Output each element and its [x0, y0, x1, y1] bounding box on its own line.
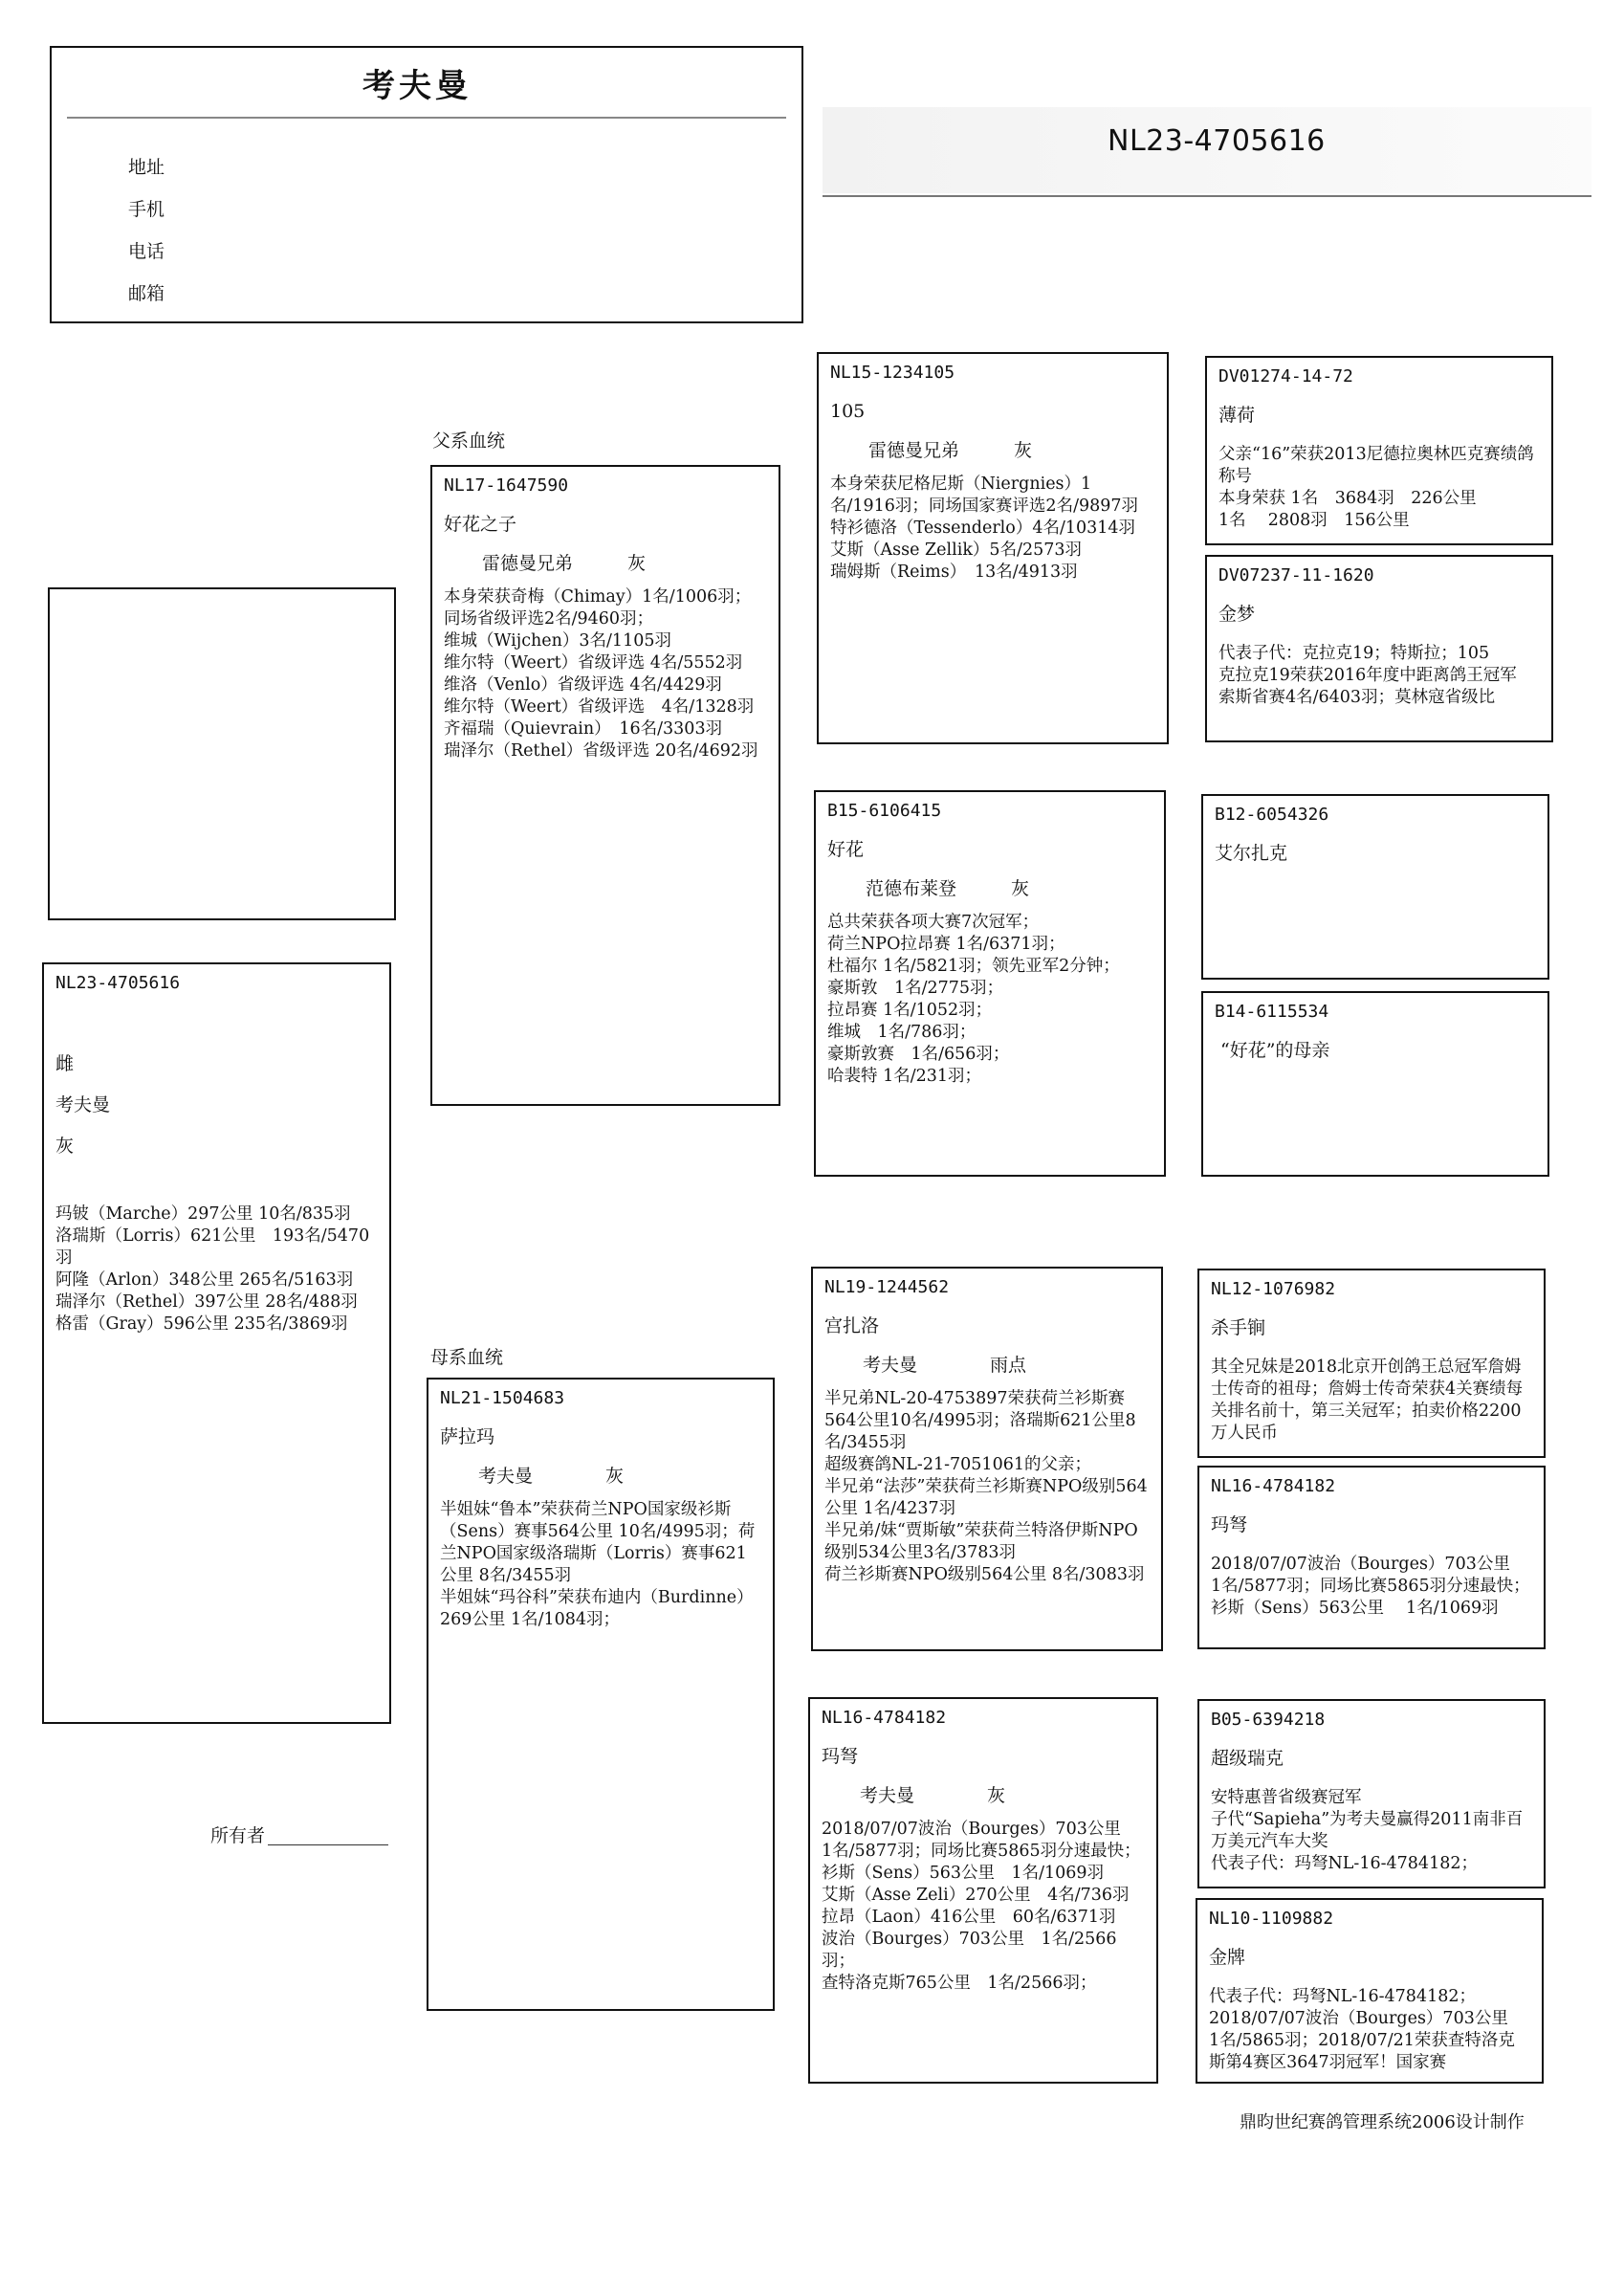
dam-notes: 半姐妹“鲁本”荣获荷兰NPO国家级衫斯（Sens）赛事564公里 10名/4995羽；荷兰NPO国家级洛瑞斯（Lorris）赛事621公里 8名/3455羽 半姐妹“玛谷科”荣获布迪内（Burdinne）269公里 1名/1084羽；	[440, 1500, 756, 1629]
dam-dam-ring: NL16-4784182	[822, 1708, 947, 1728]
ssd-box	[1205, 555, 1553, 742]
dam-ring: NL21-1504683	[440, 1388, 565, 1408]
sds-box	[1201, 794, 1549, 980]
sdd-ring: B14-6115534	[1215, 1002, 1329, 1022]
sire-box	[430, 465, 780, 1106]
mobile-label: 手机	[128, 199, 165, 220]
sss-name: 薄荷	[1218, 405, 1256, 426]
sire-ring: NL17-1647590	[444, 475, 569, 496]
dss-ring: NL12-1076982	[1211, 1279, 1336, 1299]
owner-label	[210, 1821, 265, 1847]
sss-ring: DV01274-14-72	[1218, 366, 1353, 386]
dsd-notes: 2018/07/07波治（Bourges）703公里 1名/5877羽；同场比赛5865羽分速最快； 衫斯（Sens）563公里 1名/1069羽	[1211, 1555, 1530, 1618]
subject-results: 玛铍（Marche）297公里 10名/835羽 洛瑞斯（Lorris）621公里 193名/5470羽 阿隆（Arlon）348公里 265名/5163羽 瑞泽尔（Rethel）397公里 28名/488羽 格雷（Gray）596公里 235名/3869羽	[55, 1204, 370, 1334]
owner-info-box	[50, 46, 803, 323]
sdd-name: “好花”的母亲	[1220, 1040, 1330, 1061]
ddd-notes: 代表子代：玛弩NL-16-4784182； 2018/07/07波治（Bourges）703公里 1名/5865羽；2018/07/21荣获查特洛克斯第4赛区3647羽冠军！国家赛	[1209, 1987, 1515, 2072]
dss-notes: 其全兄妹是2018北京开创鸽王总冠军詹姆士传奇的祖母；詹姆士传奇荣获4关赛绩每关排名前十，第三关冠军；拍卖价格2200万人民币	[1211, 1358, 1524, 1443]
dds-notes: 安特惠普省级赛冠军 子代“Sapieha”为考夫曼赢得2011南非百万美元汽车大奖 代表子代：玛弩NL-16-4784182；	[1211, 1788, 1524, 1873]
sss-notes: 父亲“16”荣获2013尼德拉奥林匹克赛绩鸽称号 本身荣获 1名 3684羽 226公里 1名 2808羽 156公里	[1218, 445, 1534, 530]
address-label: 地址	[128, 157, 165, 178]
dds-ring: B05-6394218	[1211, 1710, 1326, 1730]
sire-dam-box	[814, 790, 1166, 1177]
subject-color: 灰	[55, 1136, 75, 1157]
sire-dam-notes: 总共荣获各项大赛7次冠军； 荷兰NPO拉昂赛 1名/6371羽； 杜福尔 1名/5821羽；领先亚军2分钟； 豪斯敦 1名/2775羽； 拉昂赛 1名/1052羽； 维城 1名/786羽； 豪斯敦赛 1名/656羽； 哈裴特 1名/231羽；	[827, 913, 1120, 1086]
dam-name: 萨拉玛	[440, 1426, 495, 1447]
dam-dam-breeder-color: 考夫曼 灰	[860, 1785, 1006, 1806]
email-label: 邮箱	[128, 283, 165, 304]
main-ring-number: NL23-4705616	[1108, 124, 1326, 158]
dam-sire-notes: 半兄弟NL-20-4753897荣获荷兰衫斯赛564公里10名/4995羽；洛瑞斯621公里8名/3455羽 超级赛鸽NL-21-7051061的父亲； 半兄弟“法莎”荣获荷兰衫斯赛NPO级别564公里 1名/4237羽 半兄弟/妹“贾斯敏”荣获荷兰特洛伊斯NPO级别534公里3名/3783羽 荷兰衫斯赛NPO级别564公里 8名/3083羽	[824, 1389, 1148, 1584]
sire-dam-name: 好花	[827, 839, 865, 860]
owner-title: 考夫曼	[362, 67, 472, 105]
subject-breeder: 考夫曼	[55, 1094, 111, 1115]
sds-ring: B12-6054326	[1215, 805, 1329, 825]
dam-breeder-color: 考夫曼 灰	[478, 1466, 625, 1487]
dam-dam-box	[808, 1697, 1158, 2084]
main-ring-underline	[823, 195, 1591, 197]
ddd-ring: NL10-1109882	[1209, 1909, 1334, 1929]
footer-credit: 鼎昀世纪赛鸽管理系统2006设计制作	[1240, 2112, 1525, 2132]
sdd-box	[1201, 991, 1549, 1177]
sire-notes: 本身荣获奇梅（Chimay）1名/1006羽；同场省级评选2名/9460羽； 维城（Wijchen）3名/1105羽 维尔特（Weert）省级评选 4名/5552羽 维洛（Venlo）省级评选 4名/4429羽 维尔特（Weert）省级评选 4名/1328羽 齐福瑞（Quievrain） 16名/3303羽 瑞泽尔（Rethel）省级评选 20名/4692羽	[444, 587, 758, 761]
dam-sire-box	[811, 1267, 1163, 1651]
photo-placeholder	[48, 587, 396, 920]
subject-sex: 雌	[55, 1053, 75, 1074]
owner-signature-line	[268, 1844, 388, 1845]
subject-bird-box	[42, 962, 391, 1724]
sire-line-label: 父系血统	[432, 430, 506, 452]
ssd-ring: DV07237-11-1620	[1218, 565, 1374, 585]
dam-sire-name: 宫扎洛	[824, 1315, 880, 1336]
dam-line-label: 母系血统	[430, 1347, 504, 1368]
dam-dam-notes: 2018/07/07波治（Bourges）703公里 1名/5877羽；同场比赛5865羽分速最快； 衫斯（Sens）563公里 1名/1069羽 艾斯（Asse Zeli）270公里 4名/736羽 拉昂（Laon）416公里 60名/6371羽 波治（Bourges）703公里 1名/2566羽； 查特洛克斯765公里 1名/2566羽；	[822, 1820, 1141, 1993]
dam-dam-name: 玛弩	[822, 1746, 859, 1767]
ddd-box	[1196, 1898, 1544, 2084]
sire-dam-ring: B15-6106415	[827, 801, 942, 821]
sire-dam-breeder-color: 范德布莱登 灰	[866, 878, 1030, 899]
sds-name: 艾尔扎克	[1215, 843, 1288, 864]
sire-breeder-color: 雷德曼兄弟 灰	[482, 553, 647, 574]
subject-ring: NL23-4705616	[55, 973, 181, 993]
sire-sire-name: 105	[830, 401, 866, 422]
dss-name: 杀手锏	[1211, 1317, 1266, 1338]
dds-name: 超级瑞克	[1211, 1748, 1284, 1769]
dam-box	[427, 1378, 775, 2011]
dam-sire-breeder-color: 考夫曼 雨点	[863, 1355, 1027, 1376]
dsd-ring: NL16-4784182	[1211, 1476, 1336, 1496]
sss-box	[1205, 356, 1553, 545]
ssd-notes: 代表子代：克拉克19；特斯拉；105 克拉克19荣获2016年度中距离鸽王冠军 索斯省赛4名/6403羽；莫林寇省级比	[1218, 644, 1517, 707]
dsd-name: 玛弩	[1211, 1514, 1248, 1535]
owner-label-text: 所有者	[210, 1825, 266, 1846]
ssd-name: 金梦	[1218, 604, 1256, 625]
sire-sire-box	[817, 352, 1169, 744]
sire-sire-breeder-color: 雷德曼兄弟 灰	[868, 440, 1033, 461]
sire-sire-notes: 本身荣获尼格尼斯（Niergnies）1名/1916羽；同场国家赛评选2名/9897羽 特衫德洛（Tessenderlo）4名/10314羽 艾斯（Asse Zellik）5名/2573羽 瑞姆斯（Reims） 13名/4913羽	[830, 475, 1138, 582]
dsd-box	[1197, 1466, 1546, 1649]
dam-sire-ring: NL19-1244562	[824, 1277, 950, 1297]
header-divider	[67, 117, 786, 119]
sire-sire-ring: NL15-1234105	[830, 363, 955, 383]
dss-box	[1197, 1269, 1546, 1458]
dds-box	[1197, 1699, 1546, 1888]
ddd-name: 金牌	[1209, 1947, 1246, 1968]
phone-label: 电话	[128, 241, 165, 262]
sire-name: 好花之子	[444, 514, 517, 535]
